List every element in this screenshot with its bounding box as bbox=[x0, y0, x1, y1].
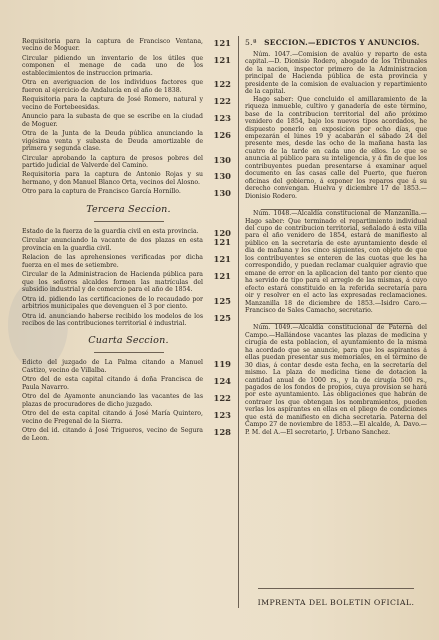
index-entry-page: 123 bbox=[213, 410, 231, 421]
index-entry-text: Edicto del juzgado de La Palma citando a Manuel Castizo, vecino de Villalba. bbox=[22, 359, 203, 374]
index-entry-text: Requisitoria para la captura de Francisco Ventana, vecino de Moguer. bbox=[22, 38, 203, 53]
index-entry bbox=[22, 38, 235, 53]
edict-paragraph: Núm. 1047.—Comision de avalúo y reparto de esta capital.—D. Dionisio Rodero, abogado de los Tribunales de la nacion, inspector primero de la Administracion principal de Hacienda pública de esta provincia y presidente de la comision de evaluacion y repartimiento de la capital. bbox=[245, 51, 427, 96]
section-header bbox=[245, 38, 427, 47]
index-entry-text: Circular aprobando la captura de presos pobres del partido judicial de Valverde del Camino. bbox=[22, 154, 203, 169]
index-entry bbox=[22, 359, 235, 374]
index-entry bbox=[22, 227, 235, 238]
index-entry-text: Otra id. anunciando haberse recibido los modelos de los recibos de las contribuciones territorial é industrial. bbox=[22, 312, 203, 327]
index-block-segunda bbox=[22, 38, 235, 199]
index-entry-page: 122 bbox=[213, 96, 231, 107]
edict-paragraph: Núm. 1048.—Alcaldía constitucional de Manzanilla.—Hago saber: Que terminado el repartimiento individual del cupo de contribucion territorial, señalado á esta villa para el año venidero de 1854, estará de manifiesto al público en la secretaría de este ayuntamiento desde el dia de mañana y los cinco siguientes, con objeto de que los contribuyentes se enteren de las cuotas que les ha correspondido, y puedan reclamar cualquier agravio que emane de error en la aplicacion del tanto por ciento que ha servido de tipo para el arreglo de las mismas, á cuyo efecto estará constituido en la referida secretaría para oir y resolver en el acto las expresadas reclamaciones. Manzanilla 18 de diciembre de 1853.—Isidro Caro.—Francisco de Sales Camacho, secretario. bbox=[245, 210, 427, 314]
index-entry-text: Circular pidiendo un inventario de los útiles que componen el menage de cada uno de los establecimientos de instruccion primaria. bbox=[22, 54, 203, 77]
section-heading-tercera: Tercera Seccion. bbox=[86, 203, 171, 215]
index-entry bbox=[22, 188, 235, 199]
section-rule bbox=[94, 221, 164, 222]
index-entry bbox=[22, 376, 235, 391]
index-entry-text: Otra de la Junta de la Deuda pública anunciando la vigésima venta y subasta de Deuda amortizable de primera y segunda clase. bbox=[22, 130, 203, 152]
index-entry-text: Otra id. pidiendo las certificaciones de lo recaudado por arbitrios municipales que devenguen el 3 por ciento. bbox=[22, 295, 203, 310]
index-entry bbox=[22, 313, 235, 328]
index-entry bbox=[22, 271, 235, 293]
index-entry bbox=[22, 254, 235, 269]
index-entry-text: Circular anunciando la vacante de dos plazas en esta provincia en la guardia civil. bbox=[22, 237, 203, 252]
index-entry bbox=[22, 96, 235, 111]
index-entry-page: 123 bbox=[213, 113, 231, 124]
index-entry-page: 125 bbox=[213, 312, 231, 323]
index-entry-page: 130 bbox=[213, 188, 231, 199]
index-entry-page: 125 bbox=[213, 295, 231, 306]
index-entry-text: Circular de la Administracion de Hacienda pública para que los señores alcaldes formen las matrículas del subsidio industrial y de comercio para el año de 1854. bbox=[22, 271, 203, 294]
index-entry-page: 119 bbox=[213, 359, 231, 370]
index-column bbox=[22, 38, 235, 444]
index-entry-page: 126 bbox=[213, 130, 231, 141]
footer-rule bbox=[258, 588, 414, 589]
edict-1049 bbox=[245, 324, 427, 436]
index-entry-text: Otro del de Ayamonte anunciando las vacantes de las plazas de procuradores de dicho juzgado. bbox=[22, 393, 203, 408]
index-entry-text: Otro del de esta capital citando á doña Francisca de Paula Navarro. bbox=[22, 376, 203, 391]
index-entry bbox=[22, 393, 235, 408]
index-entry bbox=[22, 79, 235, 94]
section-number: 5.ª bbox=[245, 38, 257, 47]
index-entry-page: 122 bbox=[213, 393, 231, 404]
index-entry-text: Otra en averiguacion de los individuos factores que fueron al ejercicio de Andalucía en el año de 1838. bbox=[22, 79, 203, 94]
index-entry bbox=[22, 155, 235, 170]
index-entry-page: 130 bbox=[213, 154, 231, 165]
index-entry bbox=[22, 130, 235, 152]
index-entry-text: Otro para la captura de Francisco García Hornillo. bbox=[22, 188, 181, 196]
index-entry-page: 121 bbox=[213, 271, 231, 282]
edict-1048 bbox=[245, 210, 427, 314]
index-entry bbox=[22, 55, 235, 77]
index-entry-page: 121 bbox=[213, 54, 231, 65]
section-heading-cuarta: Cuarta Seccion. bbox=[88, 335, 169, 347]
index-entry-text: Requisitoria para la captura de Antonio Rojas y su hermano, y don Manuel Blanco Orta, vecinos del Alosno. bbox=[22, 171, 203, 186]
index-entry bbox=[22, 410, 235, 425]
index-block-tercera bbox=[22, 228, 235, 328]
index-entry-page: 121 bbox=[213, 254, 231, 265]
index-entry-page: 130 bbox=[213, 171, 231, 182]
index-entry-page: 122 bbox=[213, 79, 231, 90]
index-entry-page: 121 bbox=[213, 38, 231, 48]
edict-paragraph: Hago saber: Que concluido el amillaramiento de la riqueza inmueble, cultivo y ganadería de este término, base de la contribucion territorial del año próximo venidero de 1854, bajo los nuevos tipos acordados, he dispuesto ponerlo en exposicion por ocho días, que empezarán el lúnes 19 y acabarán el sábado 24 del presente mes, desde las ocho de la mañana hasta las cuatro de la tarde en cada uno de ellos. Lo que se anuncia al público para su inteligencia, y á fin de que los contribuyentes puedan presentarse á examinar aquel documento en las casas calle del Puerto, que fueron oficinas del gobierno, á exponer los reparos que á su derecho convengan. Huelva y diciembre 17 de 1853.—Dionisio Rodero. bbox=[245, 95, 427, 200]
section-rule bbox=[94, 352, 164, 353]
index-entry-text: Relacion de las aprehensiones verificadas por dicha fuerza en el mes de setiembre. bbox=[22, 254, 203, 269]
index-entry bbox=[22, 113, 235, 128]
index-entry-text: Anuncio para la subasta de que se escribe en la ciudad de Moguer. bbox=[22, 113, 203, 128]
index-entry-text: Otro del de esta capital citando á José María Quintero, vecino de Fregenal de la Sierra. bbox=[22, 410, 203, 425]
index-entry-page: 121 bbox=[213, 237, 231, 248]
index-entry-text: Requisitoria para la captura de José Romero, natural y vecino de Fortebeesidas. bbox=[22, 96, 203, 111]
index-entry bbox=[22, 296, 235, 311]
index-block-cuarta bbox=[22, 359, 235, 442]
printer-imprint: IMPRENTA DEL BOLETIN OFICIAL. bbox=[257, 598, 415, 607]
index-entry-page: 120 bbox=[213, 227, 231, 238]
column-divider bbox=[238, 36, 239, 608]
edict-1047 bbox=[245, 51, 427, 200]
index-entry-text: Otro del id. citando á José Trigueros, vecino de Segura de Leon. bbox=[22, 427, 203, 442]
index-entry-text: Estado de la fuerza de la guardia civil en esta provincia. bbox=[22, 227, 199, 235]
index-entry bbox=[22, 237, 235, 252]
index-entry bbox=[22, 427, 235, 442]
index-entry-page: 124 bbox=[213, 376, 231, 387]
section-title: SECCION.—EDICTOS Y ANUNCIOS. bbox=[264, 38, 420, 47]
edict-paragraph: Núm. 1049.—Alcaldía constitucional de Paterna del Campo.—Hallándose vacantes las plazas de medicina y cirugía de esta poblacion, el ayuntamiento de la misma ha acordado que se anuncie, para que los aspirantes á ellas puedan presentar sus memoriales, en el término de 30 dias, á contar desde esta fecha, en la secretaría del mismo. La plaza de medicina tiene de dotacion la cantidad anual de 1000 rs., y la de cirugía 500 rs., pagados de los fondos de propios, cuya provision se hará por este ayuntamiento. Las obligaciones que habrán de contraer los que obtengan los nombramientos, pueden verlas los aspirantes en ellas en el pliego de condiciones que está de manifiesto en dicha secretaría. Paterna del Campo 27 de noviembre de 1853.—El alcalde, A. Davo.—P. M. del A.—El secretario, J. Urbano Sanchez. bbox=[245, 324, 427, 436]
index-entry bbox=[22, 171, 235, 186]
index-entry-page: 128 bbox=[213, 427, 231, 438]
edicts-column bbox=[245, 38, 427, 436]
